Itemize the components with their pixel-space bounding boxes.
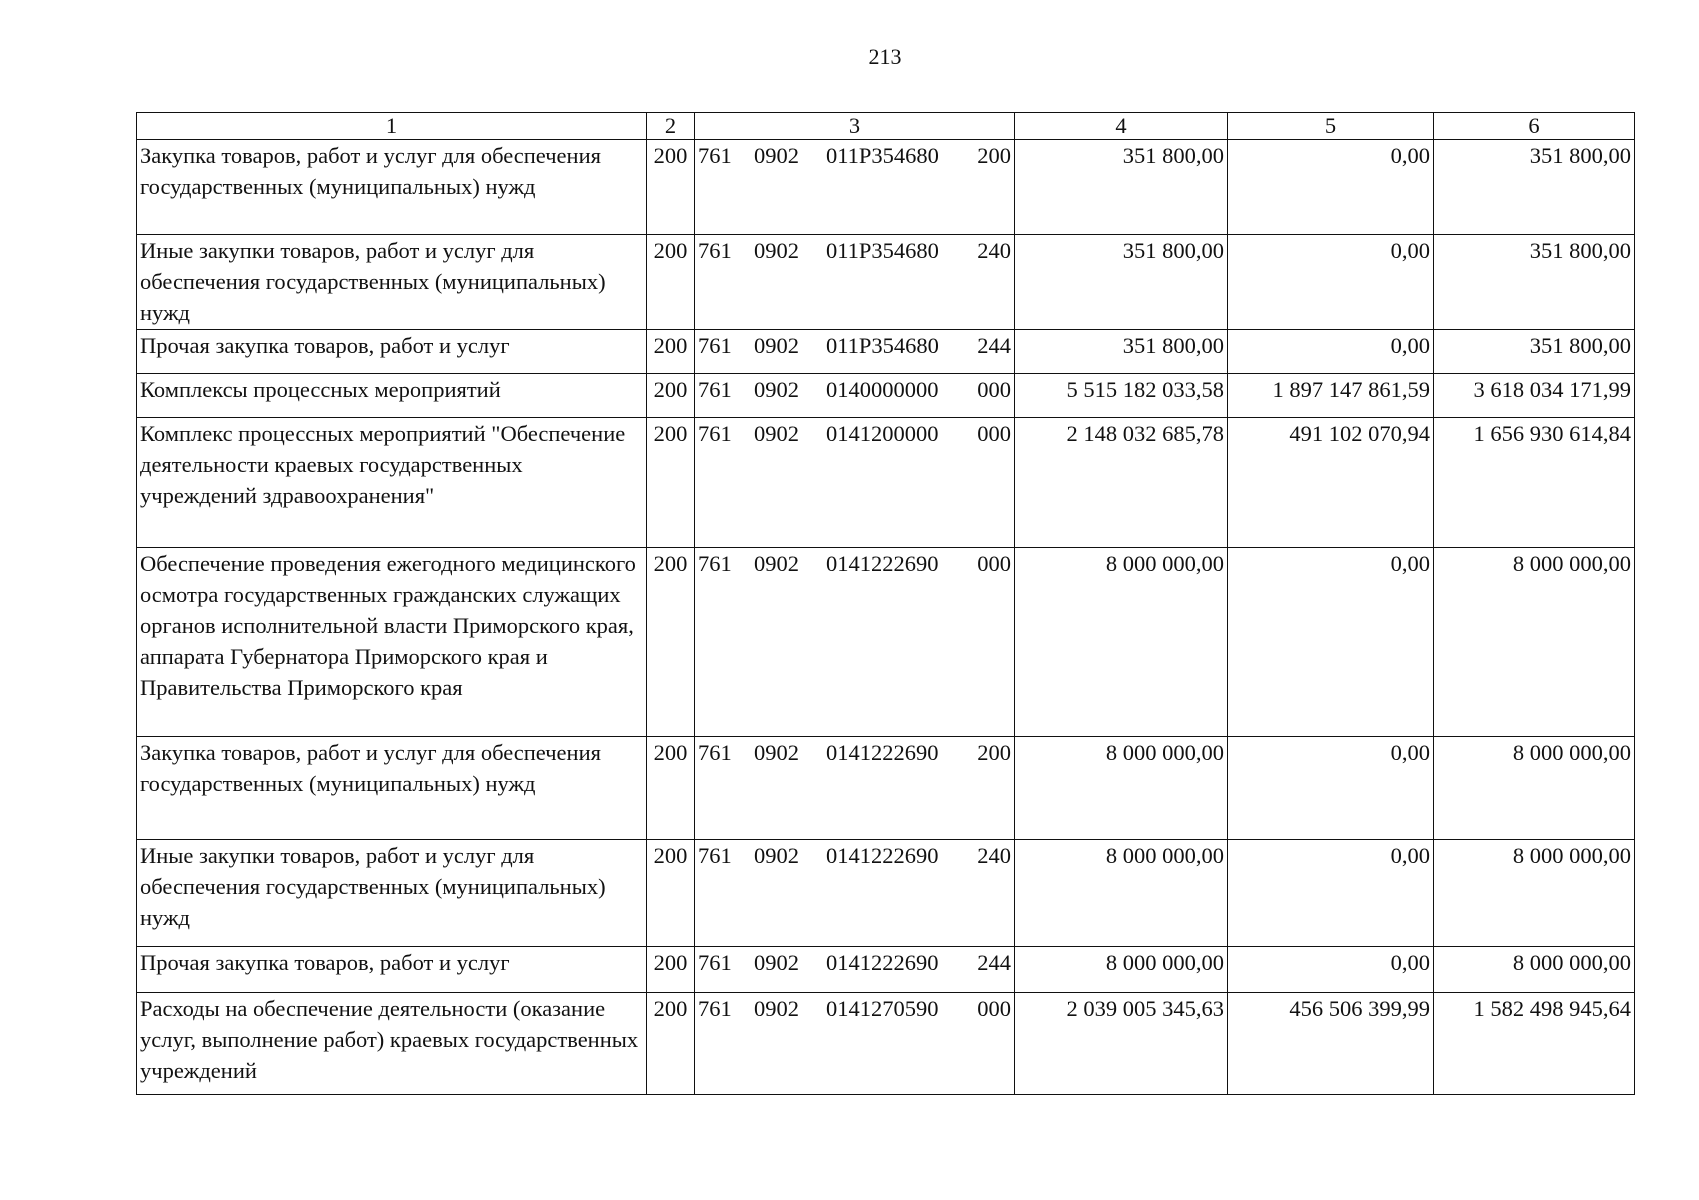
expense-type-code: 244 (977, 950, 1011, 975)
expense-name: Обеспечение проведения ежегодного медицинского осмотра государственных гражданских служащих органов исполнительной власти Приморского края, аппарата Губернатора Приморского края и Правительства Приморского края (137, 548, 647, 737)
expense-name: Расходы на обеспечение деятельности (оказание услуг, выполнение работ) краевых государственных учреждений (137, 993, 647, 1095)
target-article-code: 0140000000 (826, 377, 939, 402)
classification-code (695, 374, 1015, 418)
section-code: 0902 (754, 333, 799, 358)
table-row (137, 548, 1635, 737)
target-article-code: 011Р354680 (826, 238, 939, 263)
amount-col5: 0,00 (1228, 947, 1434, 993)
table-row (137, 418, 1635, 548)
amount-col6: 351 800,00 (1434, 140, 1635, 235)
expense-type-code: 000 (977, 551, 1011, 576)
amount-col6: 3 618 034 171,99 (1434, 374, 1635, 418)
amount-col4: 5 515 182 033,58 (1015, 374, 1228, 418)
ministry-code: 761 (698, 740, 732, 765)
classification-code (695, 947, 1015, 993)
section-code: 0902 (754, 843, 799, 868)
amount-col5: 0,00 (1228, 840, 1434, 947)
amount-col4: 2 039 005 345,63 (1015, 993, 1228, 1095)
amount-col5: 491 102 070,94 (1228, 418, 1434, 548)
table-row (137, 840, 1635, 947)
grbs-code: 200 (647, 737, 695, 840)
grbs-code: 200 (647, 140, 695, 235)
amount-col4: 8 000 000,00 (1015, 548, 1228, 737)
table-row (137, 140, 1635, 235)
amount-col4: 351 800,00 (1015, 330, 1228, 374)
ministry-code: 761 (698, 843, 732, 868)
section-code: 0902 (754, 421, 799, 446)
amount-col4: 8 000 000,00 (1015, 840, 1228, 947)
target-article-code: 0141222690 (826, 740, 939, 765)
amount-col5: 0,00 (1228, 737, 1434, 840)
expense-name: Иные закупки товаров, работ и услуг для обеспечения государственных (муниципальных) нужд (137, 235, 647, 330)
expense-type-code: 000 (977, 377, 1011, 402)
grbs-code: 200 (647, 840, 695, 947)
expense-type-code: 240 (977, 843, 1011, 868)
table-row (137, 235, 1635, 330)
grbs-code: 200 (647, 947, 695, 993)
expense-name: Прочая закупка товаров, работ и услуг (137, 330, 647, 374)
expense-name: Закупка товаров, работ и услуг для обеспечения государственных (муниципальных) нужд (137, 140, 647, 235)
expense-name: Прочая закупка товаров, работ и услуг (137, 947, 647, 993)
table-row (137, 737, 1635, 840)
target-article-code: 0141222690 (826, 950, 939, 975)
expense-type-code: 200 (977, 740, 1011, 765)
section-code: 0902 (754, 950, 799, 975)
table-row (137, 374, 1635, 418)
expense-name: Комплексы процессных мероприятий (137, 374, 647, 418)
column-header: 2 (647, 113, 695, 140)
section-code: 0902 (754, 996, 799, 1021)
ministry-code: 761 (698, 950, 732, 975)
classification-code (695, 548, 1015, 737)
target-article-code: 011Р354680 (826, 143, 939, 168)
amount-col5: 456 506 399,99 (1228, 993, 1434, 1095)
amount-col5: 1 897 147 861,59 (1228, 374, 1434, 418)
amount-col6: 8 000 000,00 (1434, 947, 1635, 993)
classification-code (695, 840, 1015, 947)
amount-col4: 351 800,00 (1015, 235, 1228, 330)
ministry-code: 761 (698, 333, 732, 358)
budget-table (136, 112, 1635, 1095)
amount-col5: 0,00 (1228, 548, 1434, 737)
amount-col4: 2 148 032 685,78 (1015, 418, 1228, 548)
expense-type-code: 240 (977, 238, 1011, 263)
ministry-code: 761 (698, 551, 732, 576)
classification-code (695, 737, 1015, 840)
amount-col6: 1 656 930 614,84 (1434, 418, 1635, 548)
expense-type-code: 000 (977, 996, 1011, 1021)
expense-name: Закупка товаров, работ и услуг для обеспечения государственных (муниципальных) нужд (137, 737, 647, 840)
ministry-code: 761 (698, 421, 732, 446)
column-header: 4 (1015, 113, 1228, 140)
table-row (137, 947, 1635, 993)
expense-type-code: 000 (977, 421, 1011, 446)
target-article-code: 0141200000 (826, 421, 939, 446)
column-header: 5 (1228, 113, 1434, 140)
amount-col4: 351 800,00 (1015, 140, 1228, 235)
grbs-code: 200 (647, 235, 695, 330)
amount-col4: 8 000 000,00 (1015, 737, 1228, 840)
expense-type-code: 200 (977, 143, 1011, 168)
expense-name: Иные закупки товаров, работ и услуг для обеспечения государственных (муниципальных) нужд (137, 840, 647, 947)
expense-name: Комплекс процессных мероприятий "Обеспечение деятельности краевых государственных учреждений здравоохранения" (137, 418, 647, 548)
amount-col6: 8 000 000,00 (1434, 548, 1635, 737)
amount-col6: 8 000 000,00 (1434, 840, 1635, 947)
target-article-code: 011Р354680 (826, 333, 939, 358)
grbs-code: 200 (647, 548, 695, 737)
section-code: 0902 (754, 551, 799, 576)
column-header: 3 (695, 113, 1015, 140)
amount-col5: 0,00 (1228, 140, 1434, 235)
classification-code (695, 330, 1015, 374)
page-number: 213 (868, 44, 902, 69)
expense-type-code: 244 (977, 333, 1011, 358)
classification-code (695, 418, 1015, 548)
ministry-code: 761 (698, 377, 732, 402)
classification-code (695, 235, 1015, 330)
table-row (137, 330, 1635, 374)
section-code: 0902 (754, 238, 799, 263)
table-row (137, 993, 1635, 1095)
grbs-code: 200 (647, 330, 695, 374)
amount-col6: 1 582 498 945,64 (1434, 993, 1635, 1095)
amount-col5: 0,00 (1228, 235, 1434, 330)
ministry-code: 761 (698, 996, 732, 1021)
amount-col5: 0,00 (1228, 330, 1434, 374)
column-header: 6 (1434, 113, 1635, 140)
classification-code (695, 993, 1015, 1095)
grbs-code: 200 (647, 374, 695, 418)
amount-col6: 351 800,00 (1434, 235, 1635, 330)
target-article-code: 0141222690 (826, 551, 939, 576)
ministry-code: 761 (698, 238, 732, 263)
column-header: 1 (137, 113, 647, 140)
amount-col6: 8 000 000,00 (1434, 737, 1635, 840)
target-article-code: 0141270590 (826, 996, 939, 1021)
grbs-code: 200 (647, 993, 695, 1095)
grbs-code: 200 (647, 418, 695, 548)
section-code: 0902 (754, 740, 799, 765)
classification-code (695, 140, 1015, 235)
ministry-code: 761 (698, 143, 732, 168)
amount-col4: 8 000 000,00 (1015, 947, 1228, 993)
amount-col6: 351 800,00 (1434, 330, 1635, 374)
section-code: 0902 (754, 377, 799, 402)
section-code: 0902 (754, 143, 799, 168)
target-article-code: 0141222690 (826, 843, 939, 868)
header-row (137, 113, 1635, 140)
